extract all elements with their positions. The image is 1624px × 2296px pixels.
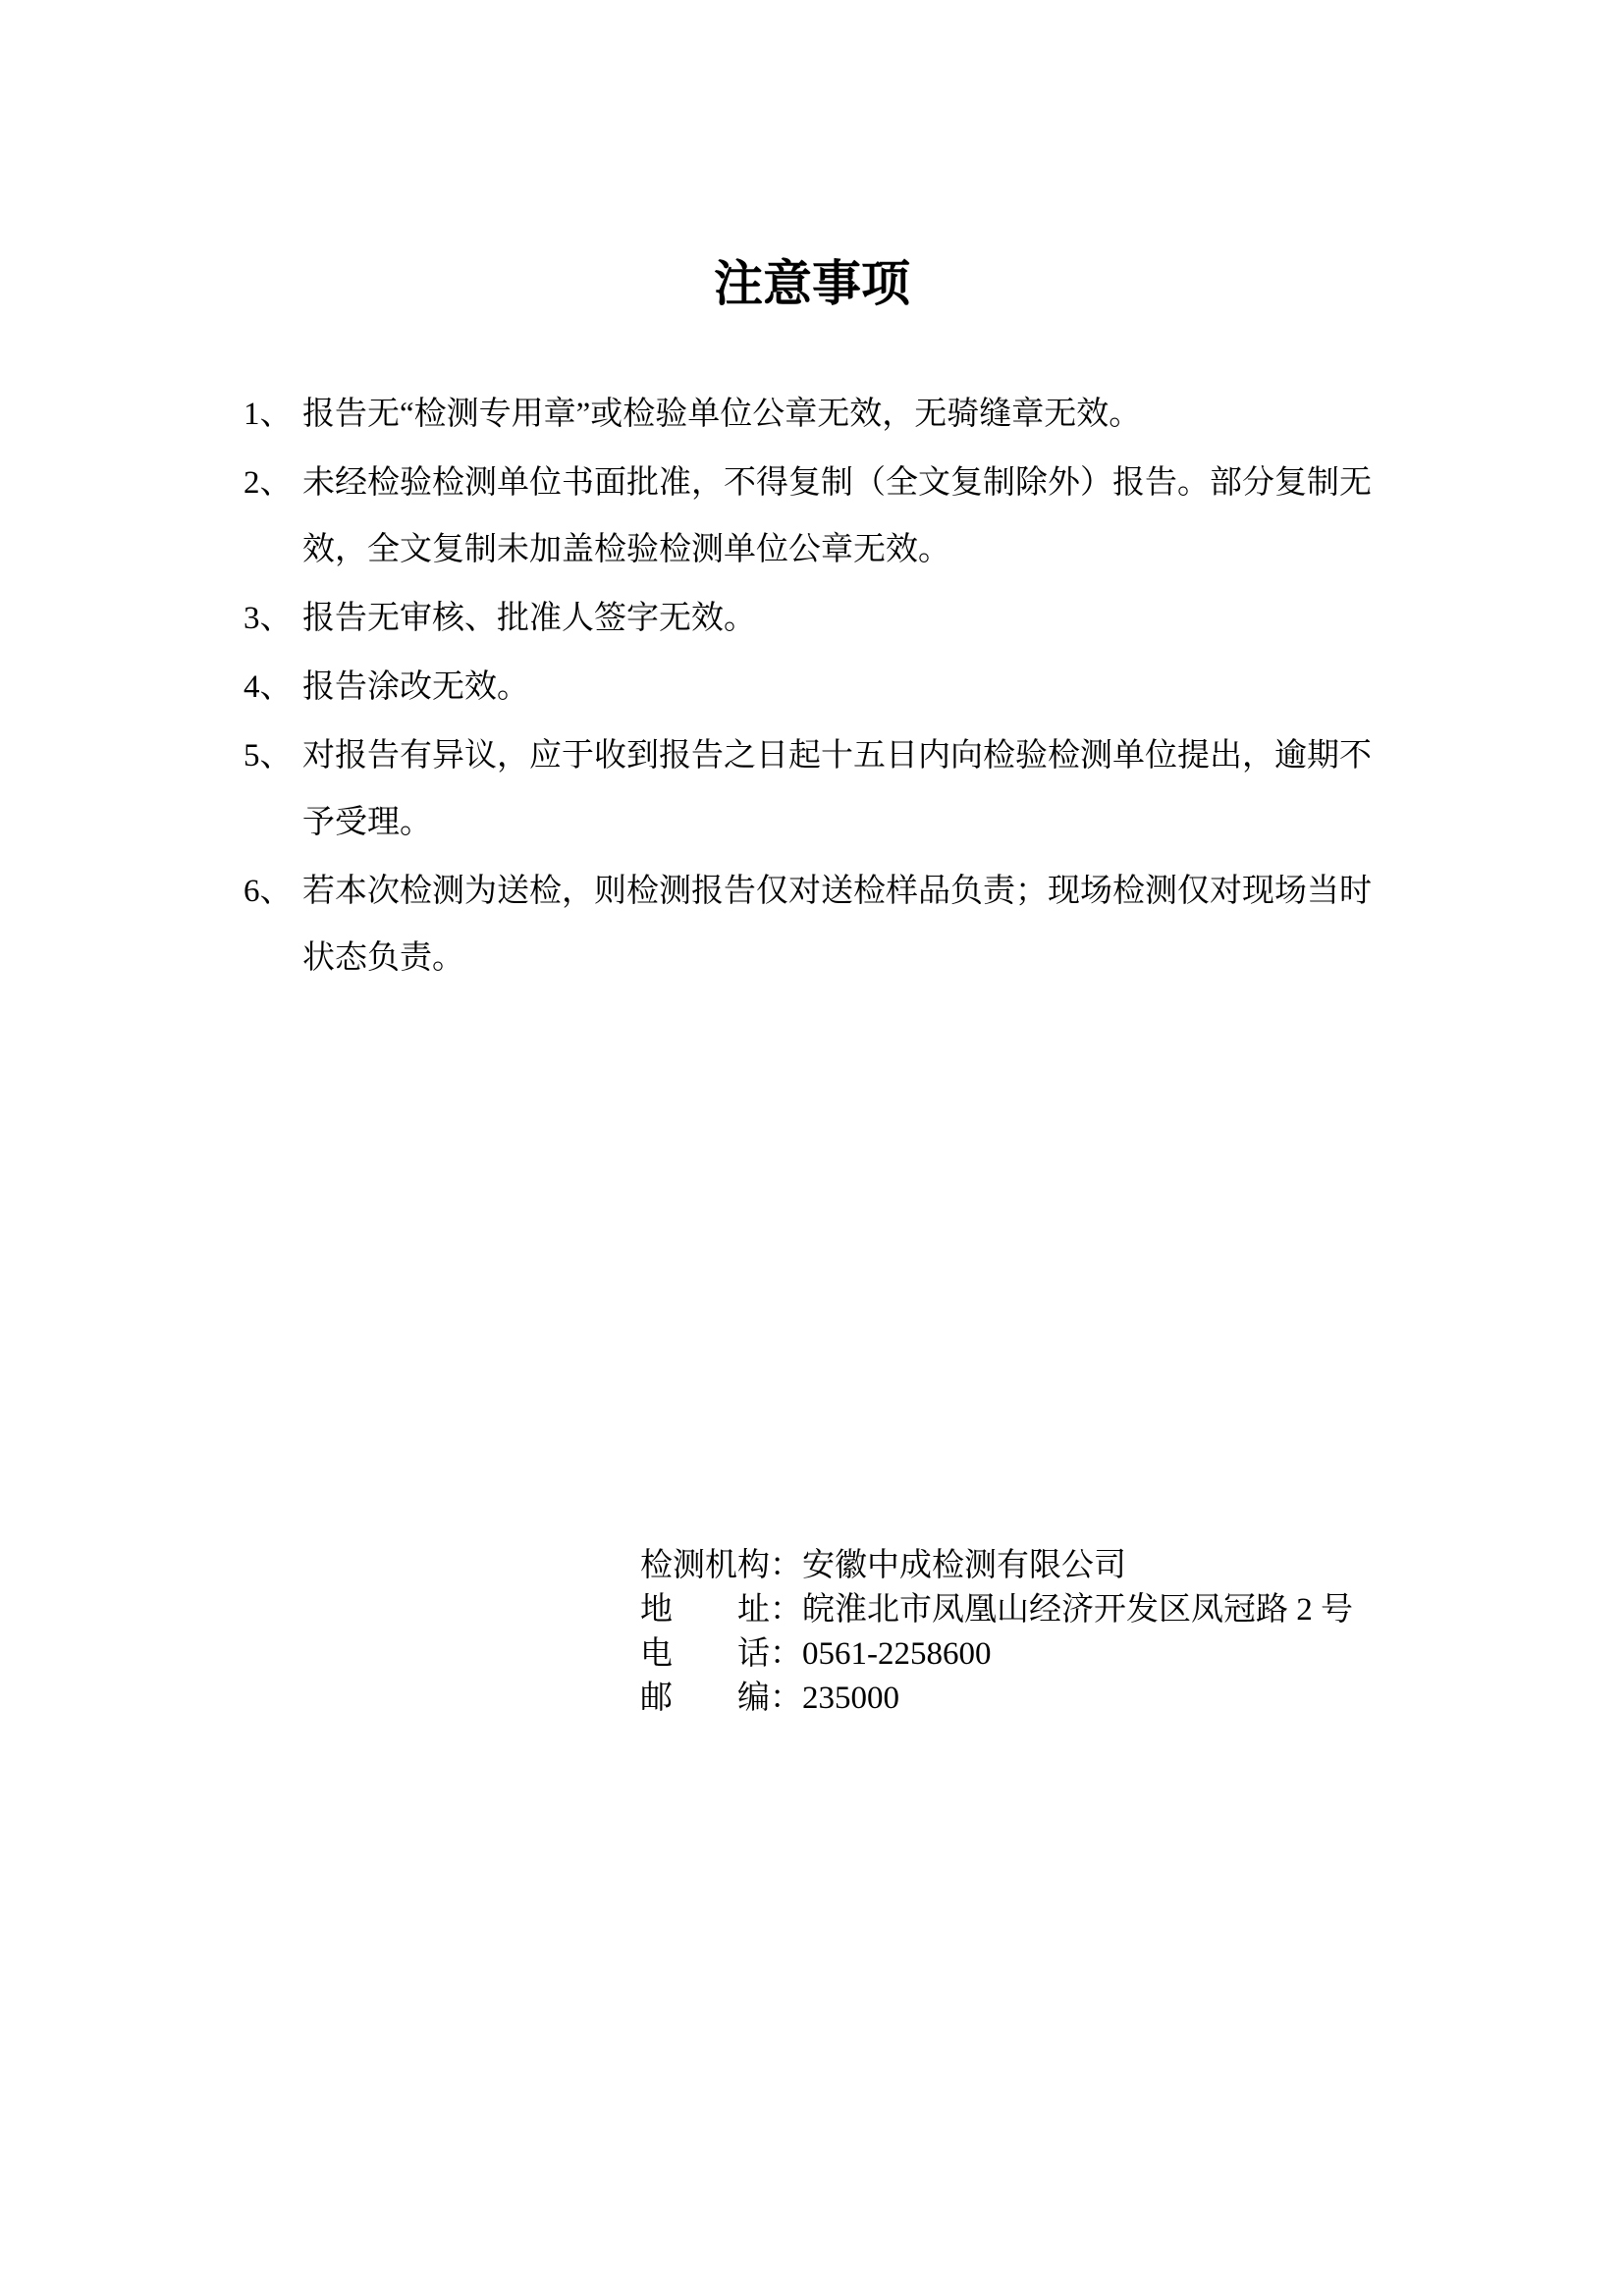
contact-label: 地 址： [640, 1592, 802, 1628]
note-line: 未经检验检测单位书面批准，不得复制（全文复制除外）报告。部分复制无 [302, 465, 1372, 501]
note-item [244, 585, 1392, 652]
contact-value: 安徽中成检测有限公司 [802, 1548, 1126, 1583]
note-text [302, 450, 1392, 583]
note-line: 效，全文复制未加盖检验检测单位公章无效。 [302, 532, 950, 567]
note-line: 予受理。 [302, 805, 432, 840]
page-title: 注意事项 [714, 256, 910, 311]
note-number: 5、 [244, 738, 293, 774]
note-text [302, 722, 1392, 856]
note-number: 2、 [244, 465, 293, 501]
note-item [244, 381, 1392, 448]
note-text [302, 654, 1392, 721]
contact-label: 检测机构： [640, 1548, 802, 1583]
contact-value: 235000 [802, 1681, 899, 1716]
contact-row [640, 1588, 1353, 1632]
note-number: 3、 [244, 601, 293, 636]
note-text [302, 858, 1392, 991]
contact-block [640, 1544, 1353, 1721]
note-text [302, 585, 1392, 652]
note-line: 若本次检测为送检，则检测报告仅对送检样品负责；现场检测仅对现场当时 [302, 874, 1372, 909]
note-line: 报告无“检测专用章”或检验单位公章无效，无骑缝章无效。 [302, 397, 1142, 432]
note-item [244, 654, 1392, 721]
contact-value: 0561-2258600 [802, 1636, 992, 1672]
note-line: 状态负责。 [302, 940, 464, 976]
contact-row [640, 1632, 1353, 1677]
contact-label: 电 话： [640, 1636, 802, 1672]
note-number: 6、 [244, 874, 293, 909]
contact-row [640, 1544, 1353, 1588]
contact-label: 邮 编： [640, 1681, 802, 1716]
note-number: 1、 [244, 397, 293, 432]
note-item [244, 858, 1392, 991]
contact-row [640, 1677, 1353, 1721]
note-item [244, 450, 1392, 583]
notes-list [244, 381, 1392, 993]
note-text [302, 381, 1392, 448]
note-number: 4、 [244, 669, 293, 705]
note-line: 报告无审核、批准人签字无效。 [302, 601, 756, 636]
contact-value: 皖淮北市凤凰山经济开发区凤冠路 2 号 [802, 1592, 1353, 1628]
note-line: 对报告有异议，应于收到报告之日起十五日内向检验检测单位提出，逾期不 [302, 738, 1372, 774]
note-line: 报告涂改无效。 [302, 669, 529, 705]
note-item [244, 722, 1392, 856]
